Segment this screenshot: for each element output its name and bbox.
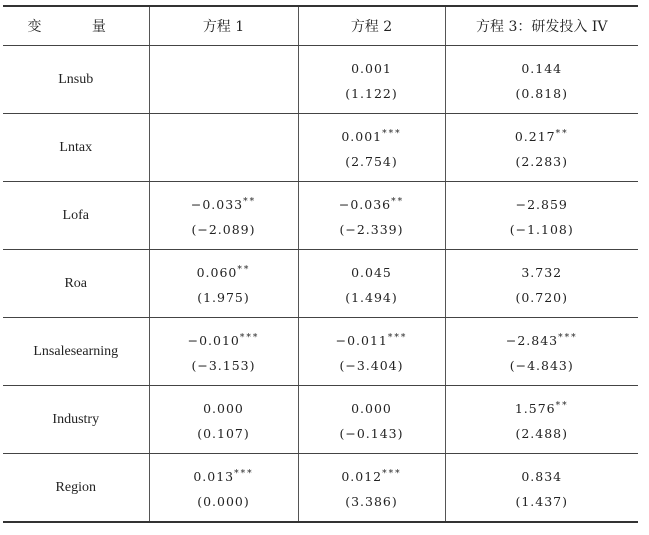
table-row [3, 182, 638, 250]
estimate-cell [445, 114, 638, 182]
t-statistic: (−3.153) [191, 357, 256, 373]
variable-name: Lnsalesearning [3, 318, 149, 386]
estimate-cell [445, 454, 638, 523]
t-statistic: (1.437) [515, 493, 569, 509]
estimate-cell [149, 386, 298, 454]
t-statistic: (0.720) [515, 289, 569, 305]
table-row [3, 46, 638, 114]
significance-stars: ** [555, 400, 569, 411]
coefficient: −0.010*** [187, 332, 260, 348]
estimate-cell [298, 250, 445, 318]
table-row [3, 250, 638, 318]
t-statistic: (2.283) [515, 153, 569, 169]
coefficient: 0.013*** [193, 468, 254, 484]
estimate-cell [149, 454, 298, 523]
estimate-cell [445, 386, 638, 454]
coefficient: 0.045 [351, 264, 392, 280]
table-row [3, 114, 638, 182]
significance-stars: *** [239, 332, 260, 343]
table-row [3, 454, 638, 523]
header-row [3, 6, 638, 46]
estimate-cell [298, 114, 445, 182]
estimate-cell [149, 250, 298, 318]
t-statistic: (1.494) [345, 289, 398, 305]
significance-stars: ** [391, 196, 405, 207]
variable-name: Lofa [3, 182, 149, 250]
significance-stars: *** [558, 332, 578, 343]
t-statistic: (−0.143) [339, 425, 404, 441]
estimate-cell [149, 182, 298, 250]
coefficient: 0.001 [351, 60, 392, 76]
t-statistic: (−1.108) [509, 221, 574, 237]
t-statistic: (2.488) [515, 425, 569, 441]
t-statistic: (−2.339) [339, 221, 404, 237]
coefficient: 0.001*** [341, 128, 402, 144]
table-row [3, 386, 638, 454]
t-statistic: (1.122) [345, 85, 398, 101]
coefficient: −0.011*** [335, 332, 408, 348]
coefficient: −0.036** [338, 196, 405, 212]
t-statistic: (0.000) [197, 493, 250, 509]
t-statistic: (−3.404) [339, 357, 404, 373]
t-statistic: (0.818) [515, 85, 569, 101]
coefficient: 0.060** [196, 264, 251, 280]
table-row [3, 318, 638, 386]
header-equation-2: 方程 2 [298, 6, 445, 46]
estimate-cell [298, 454, 445, 523]
regression-table [3, 5, 638, 523]
significance-stars: *** [387, 332, 408, 343]
t-statistic: (−2.089) [191, 221, 256, 237]
t-statistic: (3.386) [345, 493, 398, 509]
significance-stars: *** [234, 468, 254, 479]
significance-stars: *** [382, 468, 402, 479]
t-statistic: (1.975) [197, 289, 250, 305]
estimate-cell [445, 182, 638, 250]
coefficient: 0.217** [514, 128, 569, 144]
significance-stars: ** [237, 264, 251, 275]
estimate-cell [298, 46, 445, 114]
variable-name: Lntax [3, 114, 149, 182]
significance-stars: *** [382, 128, 402, 139]
header-equation-3-rd-iv: 方程 3：研发投入 IV [445, 6, 638, 46]
coefficient: 3.732 [521, 264, 563, 280]
coefficient: 0.834 [521, 468, 563, 484]
estimate-cell [149, 318, 298, 386]
variable-name: Region [3, 454, 149, 523]
variable-name: Industry [3, 386, 149, 454]
estimate-cell [298, 386, 445, 454]
estimate-cell [298, 182, 445, 250]
coefficient: −0.033** [190, 196, 257, 212]
t-statistic: (2.754) [345, 153, 398, 169]
estimate-cell [149, 46, 298, 114]
estimate-cell [298, 318, 445, 386]
header-variable: 变 量 [3, 6, 149, 46]
variable-name: Lnsub [3, 46, 149, 114]
variable-name: Roa [3, 250, 149, 318]
coefficient: −2.859 [515, 196, 568, 212]
header-equation-1: 方程 1 [149, 6, 298, 46]
coefficient: 1.576** [514, 400, 569, 416]
t-statistic: (−4.843) [509, 357, 574, 373]
coefficient: −2.843*** [505, 332, 578, 348]
coefficient: 0.144 [521, 60, 563, 76]
estimate-cell [149, 114, 298, 182]
estimate-cell [445, 318, 638, 386]
coefficient: 0.000 [351, 400, 392, 416]
estimate-cell [445, 46, 638, 114]
estimate-cell [445, 250, 638, 318]
coefficient: 0.012*** [341, 468, 402, 484]
significance-stars: ** [243, 196, 257, 207]
t-statistic: (0.107) [197, 425, 250, 441]
significance-stars: ** [555, 128, 569, 139]
coefficient: 0.000 [203, 400, 244, 416]
